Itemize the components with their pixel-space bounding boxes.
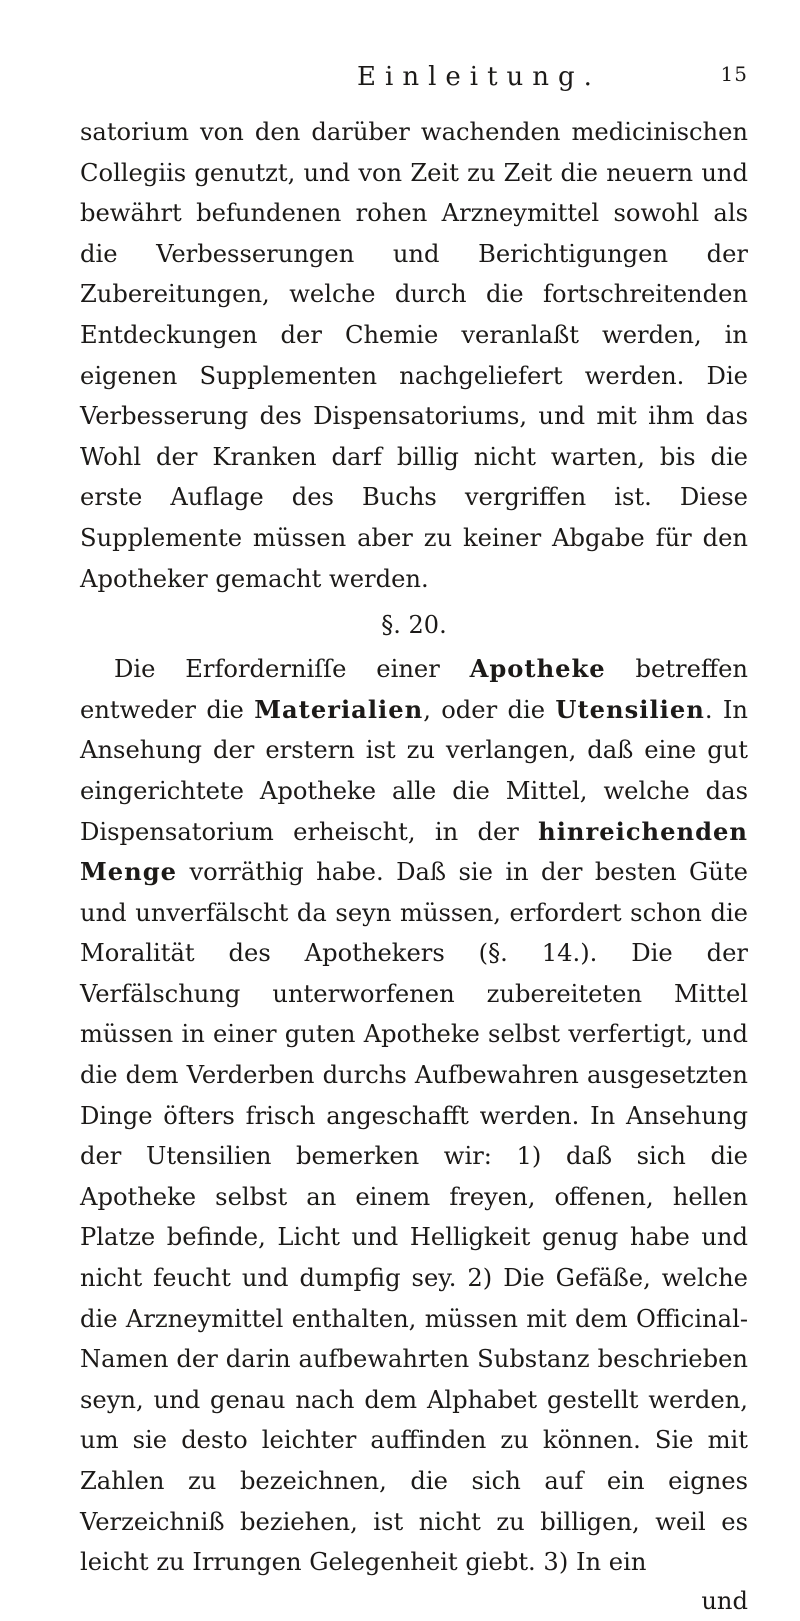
catchword: und: [701, 1586, 748, 1615]
paragraph-2-text-5: vorräthig habe. Daß sie in der besten Güte und unverfälscht da seyn müssen, erfordert schon die Moralität des Apothekers (§. 14.). Die der Verfälschung unterworfenen zubereiteten Mittel müssen in einer guten Apotheke selbst verfertigt, und die dem Verderben durchs Aufbewahren ausgesetzten Dinge öfters frisch angeschafft werden. In Ansehung der Utensilien bemerken wir: 1) daß sich die Apotheke selbst an einem freyen, offenen, hellen Platze befinde, Licht und Helligkeit genug habe und nicht feucht und dumpfig sey. 2) Die Gefäße, welche die Arzneymittel enthalten, müssen mit dem Officinal-Namen der darin aufbewahrten Substanz beschrieben seyn, und genau nach dem Alphabet gestellt werden, um sie desto leichter auffinden zu können. Sie mit Zahlen zu bezeichnen, die sich auf ein eignes Verzeichniß beziehen, ist nicht zu billigen, weil es leicht zu Irrungen Gelegenheit giebt. 3) In ein: [80, 858, 748, 1577]
paragraph-2-text-2: betreffen entweder die: [80, 655, 748, 724]
paragraph-2-text-4: . In Ansehung der erstern ist zu verlangen, daß eine gut eingerichtete Apotheke alle die Mittel, welche das Dispensatorium erheischt, in der: [80, 695, 748, 846]
term-apotheke: Apotheke: [469, 654, 606, 684]
paragraph-2-text-3: , oder die: [423, 695, 556, 724]
term-materialien: Materialien: [254, 694, 424, 724]
paragraph-2: [80, 649, 748, 1583]
body-text: [80, 112, 748, 1621]
term-utensilien: Utensilien: [555, 694, 705, 724]
paragraph-1: satorium von den darüber wachenden medicinischen Collegiis genutzt, und von Zeit zu Zeit die neuern und bewährt befundenen rohen Arzneymittel sowohl als die Verbesserungen und Berichtigungen der Zubereitungen, welche durch die fortschreitenden Entdeckungen der Chemie veranlaßt werden, in eigenen Supplementen nachgeliefert werden. Die Verbesserung des Dispensatoriums, und mit ihm das Wohl der Kranken darf billig nicht warten, bis die erste Auflage des Buchs vergriffen ist. Diese Supplemente müssen aber zu keiner Abgabe für den Apotheker gemacht werden.: [80, 118, 748, 593]
page-header: [80, 62, 748, 102]
paragraph-2-text-1: Die Erforderniſſe einer: [114, 655, 470, 684]
term-menge: hinreichenden Menge: [80, 816, 748, 887]
page-number: 15: [720, 62, 748, 86]
running-title: Einleitung.: [357, 62, 601, 92]
section-heading: §. 20.: [381, 611, 447, 640]
